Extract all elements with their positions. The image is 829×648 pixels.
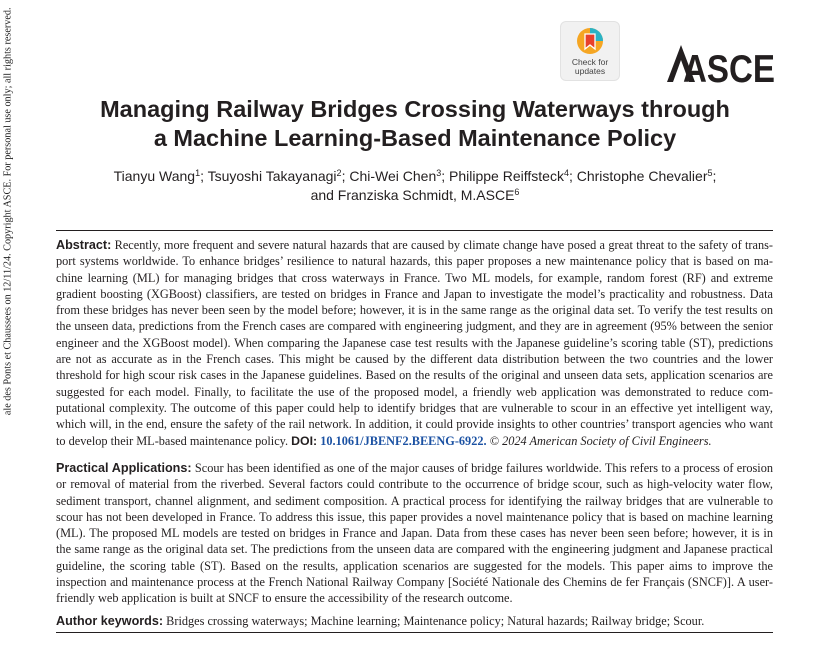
asce-logo-text: ASCE [683,48,775,91]
doi-link[interactable]: 10.1061/JBENF2.BEENG-6922. [320,433,487,448]
author-name: Tsuyoshi Takayanagi [207,168,337,184]
practical-applications-text: Scour has been identified as one of the major causes of bridge failures worldwide. This refers to a process of erosion or removal of material from the riverbed. Several factors could contribute to the occurrence of bridge scour, such as high-velocity water flow, sediment transport, channel alignment, and sediment composition. A practical process for identifying the railway bridges that are vulnerable to scour has not been developed in France. To address this issue, this paper provides a novel maintenance policy that is based on machine learning (ML). The proposed ML models are tested on bridges in France and Japan. Data from these cases has never been seen before; however, it is in the same range as the original data set. The predictions from the unseen data are compared with the engineering judgment and Japanese practical guideline, the scoring table (ST). Based on the results, application scenarios are suggested for the models. This paper aims to improve the inspection and maintenance process at the French National Railway Company [Société Nationale des Chemins de fer Français (SNCF)]. A user-friendly web application is built at SNCF to ensure the accessibility of the research outcome. [56,461,773,606]
author-affiliation: 5 [707,168,713,178]
download-notice [2,0,14,648]
asce-logo [665,42,777,91]
title-line-1: Managing Railway Bridges Crossing Waterways through [100,96,730,122]
abstract-text: Recently, more frequent and severe natural hazards that are caused by climate change have posed a great threat to the safety of transport systems worldwide. To enhance bridges’ resilience to natural hazards, this paper proposes a new maintenance policy that is based on machine learning (ML) for managing bridges that cross waterways in France. Two ML models, for example, random forest (RF) and extreme gradient boosting (XGBoost) classifiers, are tested on bridges in France and Japan to investigate the model’s practicality and robustness. Data from these bridges has never been seen by the model before; however, it is in the same range as the original data set. To verify the test results on the unseen data, predictions from the French cases are compared with engineering judgment, and they are in agreement (95% between the senior engineer and the XGBoost model). When comparing the Japanese case test results with the Japanese guideline’s scoring table (ST), predictions are not as accurate as in the French cases. This might be caused by the different data distribution between the two countries and the lower threshold for high scour risk cases in the Japanese guidelines. Based on the results of the original and unseen data sets, application scenarios are suggested for each model. Finally, to facilitate the use of the proposed model, a friendly web application was demonstrated to reduce computational complexity. The outcome of this paper could help to identify bridges that are vulnerable to scour in an effective yet intelligent way, which will, in the end, ensure the safety of the rail network. In addition, it could provide insights to other countries’ transport agencies who want to develop their ML-based maintenance policy. [56,238,774,448]
author-keywords-text: Bridges crossing waterways; Machine learning; Maintenance policy; Natural hazards; Railway bridge; Scour. [166,614,705,628]
author-affiliation: 6 [514,187,520,197]
author-name: Chi-Wei Chen [349,168,437,184]
author-separator: ; [568,168,577,184]
author-separator: ; [341,168,350,184]
author-separator: ; [200,168,208,184]
abstract-label: Abstract: [56,238,112,252]
keywords-bottom-rule [56,632,773,633]
article-title [30,95,800,153]
check-for-updates-label [561,58,619,76]
abstract-top-rule [56,230,773,231]
badge-line-2: updates [574,66,606,76]
download-notice-text: ale des Ponts et Chaussees on 12/11/24. Copyright ASCE. For personal use only; all rights reserved. [2,7,14,416]
author-name-last: and Franziska Schmidt, M.ASCE [310,187,515,203]
author-name: Christophe Chevalier [576,168,708,184]
practical-applications-label: Practical Applications: [56,461,192,475]
author-list [40,167,790,205]
author-keywords-label: Author keywords: [56,614,164,628]
practical-applications-paragraph [56,460,773,607]
copyright-notice: © 2024 American Society of Civil Engineers. [489,433,712,448]
author-affiliation: 4 [563,168,569,178]
author-separator: ; [441,168,450,184]
check-for-updates-badge[interactable] [561,22,619,80]
author-affiliation: 1 [195,168,201,178]
author-name: Philippe Reiffsteck [449,168,564,184]
author-keywords-paragraph [56,613,773,629]
author-separator: ; [712,168,717,184]
author-affiliation: 2 [336,168,342,178]
abstract-paragraph [56,237,773,449]
author-affiliation: 3 [436,168,442,178]
bookmark-icon [575,26,605,56]
author-name: Tianyu Wang [113,168,196,184]
badge-line-1: Check for [571,57,609,67]
title-line-2: a Machine Learning-Based Maintenance Policy [153,125,677,151]
doi-label: DOI: [291,433,318,448]
